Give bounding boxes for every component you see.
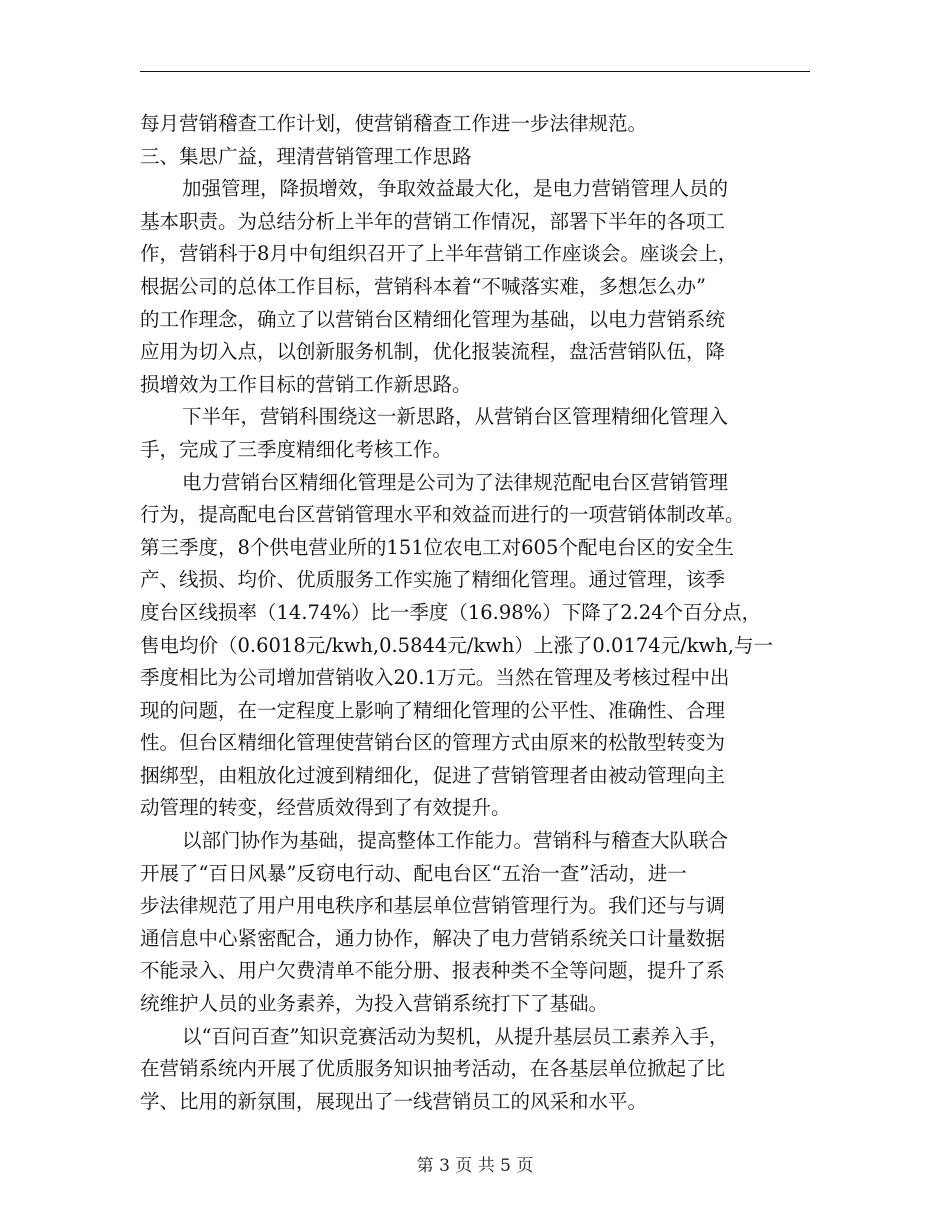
text-line: 在营销系统内开展了优质服务知识抽考活动，在各基层单位掀起了比 — [140, 1057, 726, 1081]
text-line: 加强管理，降损增效，争取效益最大化，是电力营销管理人员的 — [182, 177, 729, 201]
text-line: 每月营销稽查工作计划，使营销稽查工作进一步法律规范。 — [140, 112, 648, 135]
text-line: 性。但台区精细化管理使营销台区的管理方式由原来的松散型转变为 — [140, 731, 726, 755]
text-line: 第三季度，8个供电营业所的151位农电工对605个配电台区的安全生 — [140, 535, 734, 559]
text-line: 以部门协作为基础，提高整体工作能力。营销科与稽查大队联合 — [182, 829, 729, 853]
document-body — [140, 108, 810, 1118]
text-line: 下半年，营销科围绕这一新思路，从营销台区管理精细化管理入 — [182, 405, 729, 429]
text-line: 的工作理念，确立了以营销台区精细化管理为基础，以电力营销系统 — [140, 307, 726, 331]
text-line: 季度相比为公司增加营销收入20.1万元。当然在管理及考核过程中出 — [140, 666, 730, 690]
text-line: 应用为切入点，以创新服务机制，优化报装流程，盘活营销队伍，降 — [140, 340, 726, 364]
page-number-footer: 第 3 页 共 5 页 — [416, 1156, 534, 1176]
text-line: 捆绑型，由粗放化过渡到精细化，促进了营销管理者由被动管理向主 — [140, 763, 726, 787]
text-line: 以“百问百查”知识竞赛活动为契机，从提升基层员工素养入手， — [182, 1024, 729, 1048]
text-line: 基本职责。为总结分析上半年的营销工作情况，部署下半年的各项工 — [140, 209, 726, 233]
text-line: 作，营销科于8月中旬组织召开了上半年营销工作座谈会。座谈会上， — [140, 242, 738, 266]
text-line: 手，完成了三季度精细化考核工作。 — [140, 437, 453, 461]
text-line: 根据公司的总体工作目标，营销科本着“不喊落实难，多想怎么办” — [140, 274, 706, 298]
text-line: 动管理的转变，经营质效得到了有效提升。 — [140, 796, 511, 820]
text-line: 电力营销台区精细化管理是公司为了法律规范配电台区营销管理 — [182, 470, 729, 494]
text-line: 产、线损、均价、优质服务工作实施了精细化管理。通过管理，该季 — [140, 568, 726, 592]
header-rule — [140, 71, 810, 72]
text-line: 现的问题，在一定程度上影响了精细化管理的公平性、准确性、合理 — [140, 698, 726, 722]
text-line: 损增效为工作目标的营销工作新思路。 — [140, 372, 472, 396]
text-line: 售电均价（0.6018元/kwh,0.5844元/kwh）上涨了0.0174元/kwh,与一 — [140, 633, 773, 657]
text-line: 不能录入、用户欠费清单不能分册、报表种类不全等问题，提升了系 — [140, 959, 726, 983]
text-line: 度台区线损率（14.74%）比一季度（16.98%）下降了2.24个百分点， — [140, 600, 762, 624]
text-line: 步法律规范了用户用电秩序和基层单位营销管理行为。我们还与与调 — [140, 894, 726, 918]
section-heading: 三、集思广益，理清营销管理工作思路 — [140, 144, 472, 168]
text-line: 通信息中心紧密配合，通力协作，解决了电力营销系统关口计量数据 — [140, 926, 726, 950]
text-line: 学、比用的新氛围，展现出了一线营销员工的风采和水平。 — [140, 1089, 648, 1113]
text-line: 开展了“百日风暴”反窃电行动、配电台区“五治一查”活动，进一 — [140, 861, 687, 885]
text-line: 行为，提高配电台区营销管理水平和效益而进行的一项营销体制改革。 — [140, 503, 745, 527]
text-line: 统维护人员的业务素养，为投入营销系统打下了基础。 — [140, 992, 609, 1016]
